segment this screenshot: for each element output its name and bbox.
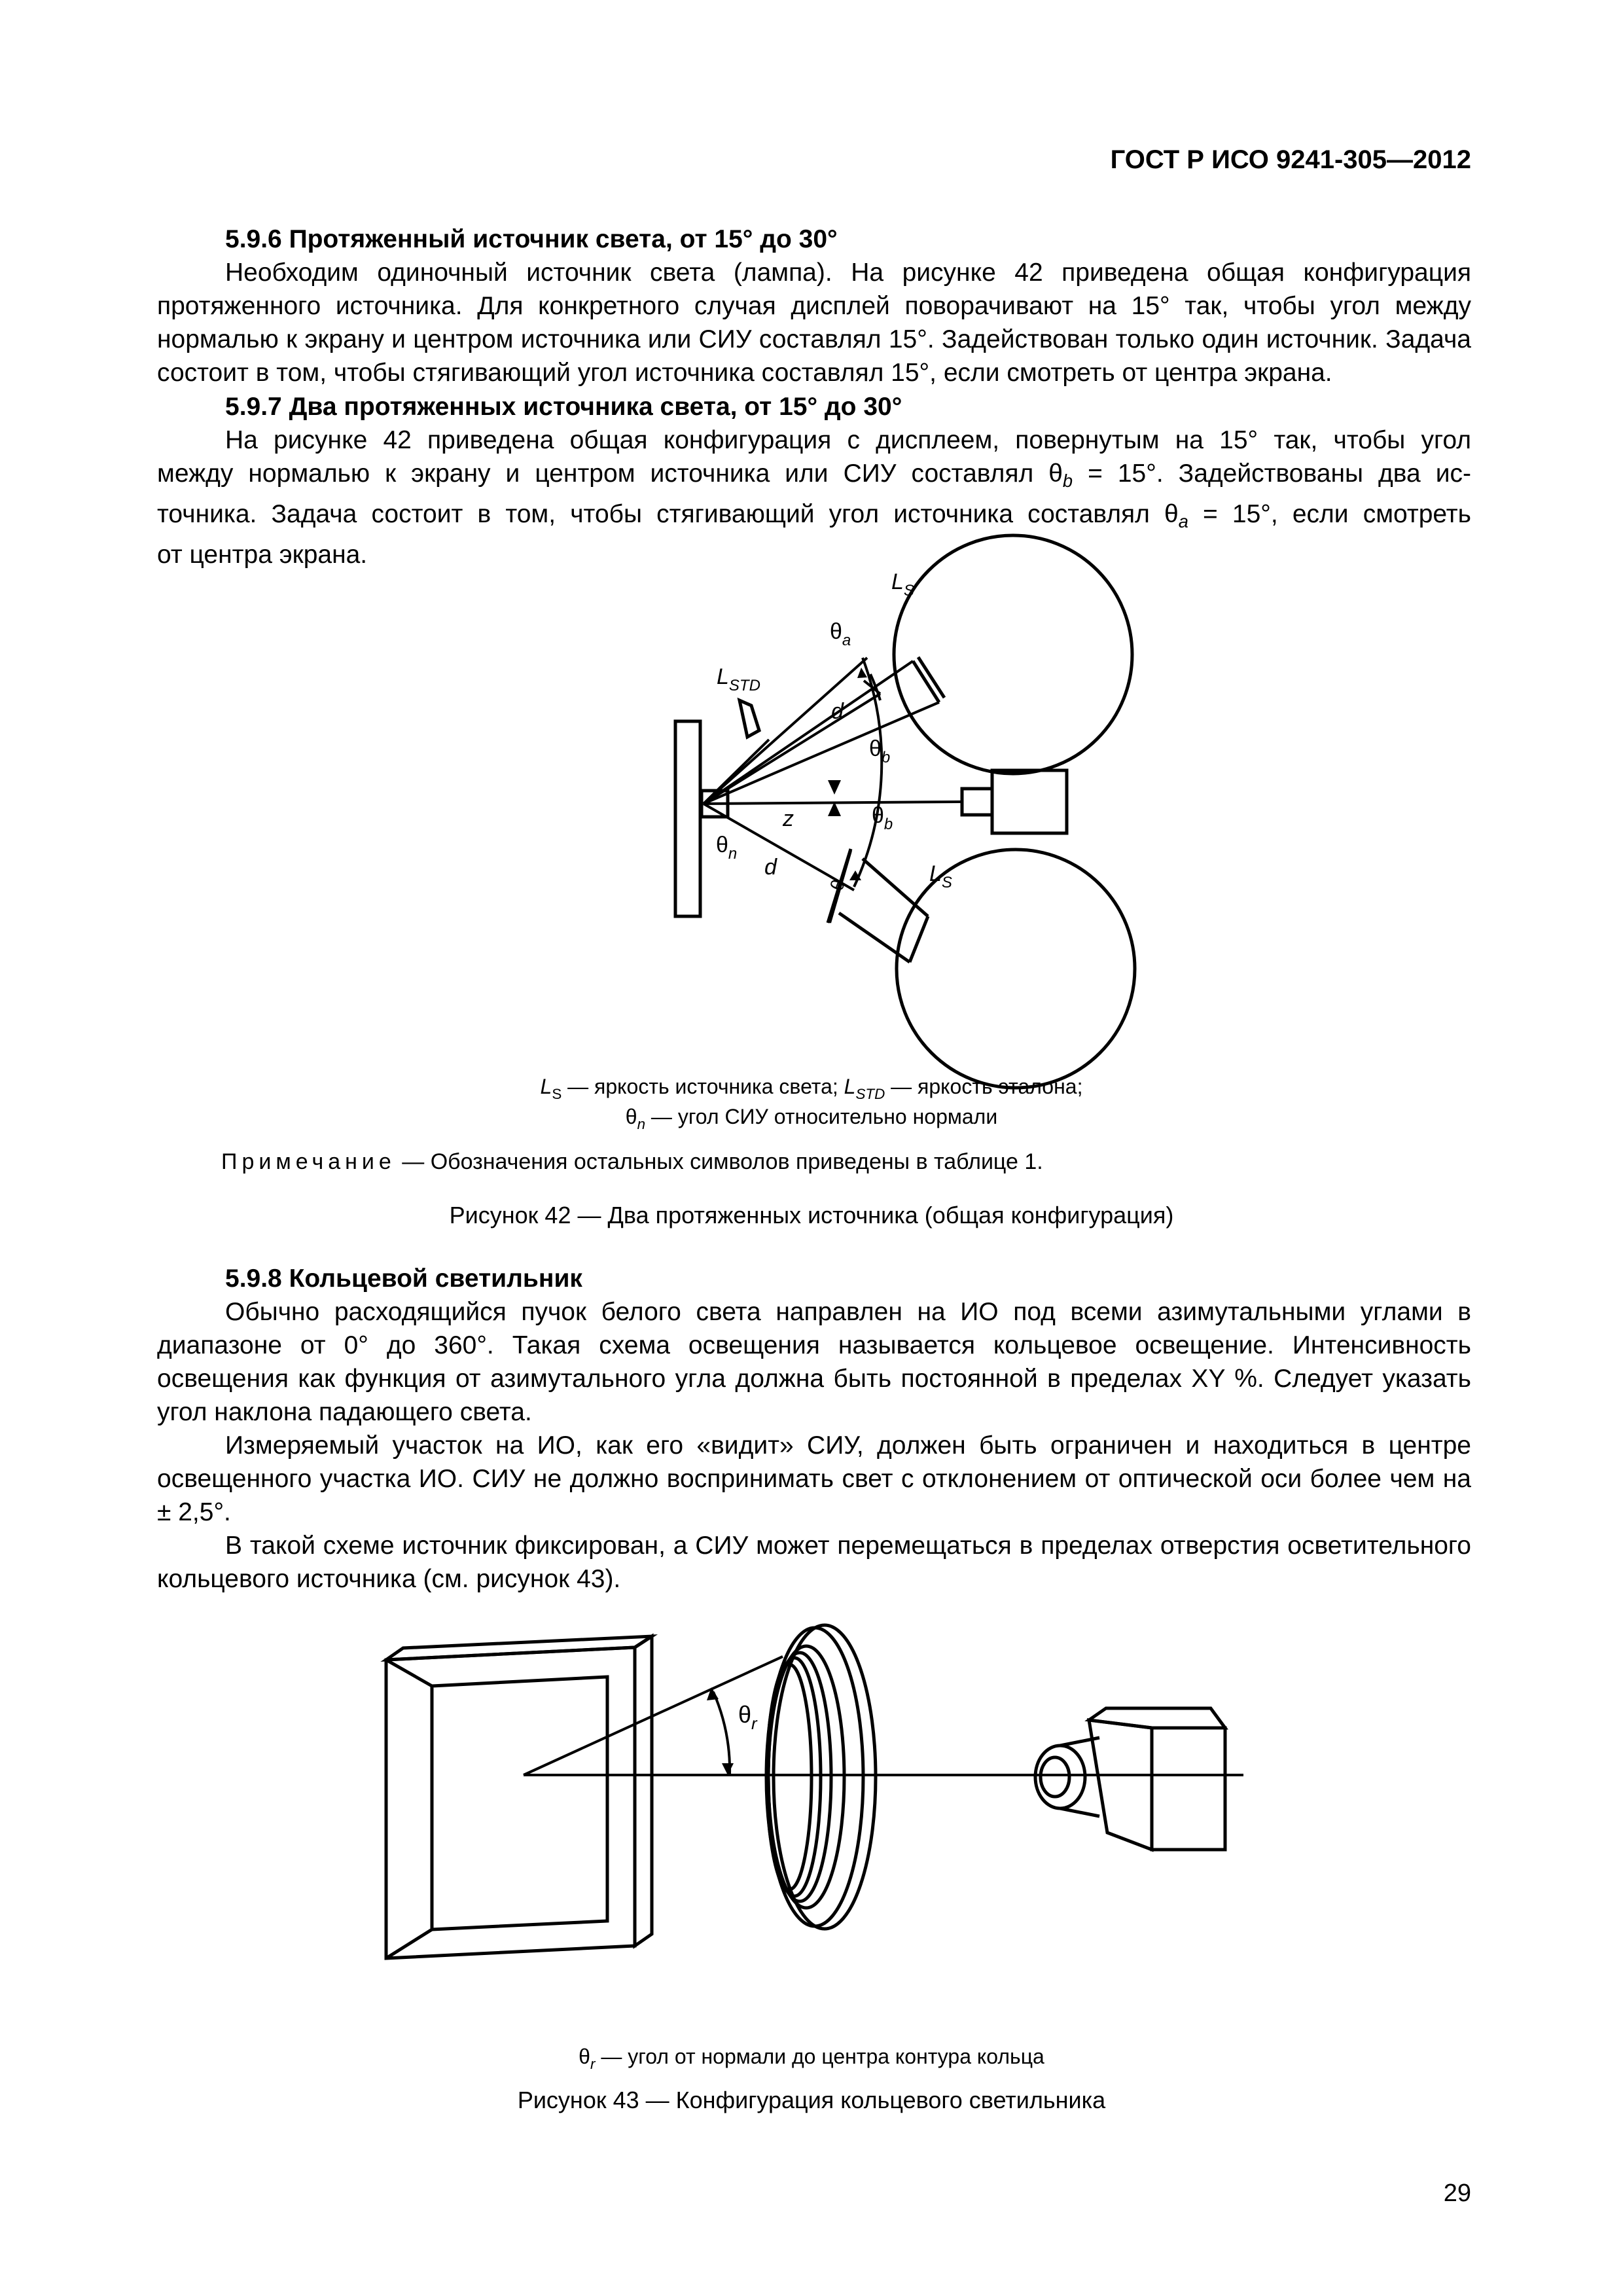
label-theta-b-lower: $\theta_b$ bbox=[872, 803, 893, 833]
figure-43-diagram bbox=[0, 1597, 1623, 2003]
label-z: z bbox=[783, 806, 794, 831]
text-line: от центра экрана. bbox=[157, 541, 368, 569]
label-theta-b-upper: $\theta_b$ bbox=[869, 736, 891, 766]
lstd-detector bbox=[740, 700, 759, 737]
camera-lens bbox=[962, 789, 992, 815]
label-lstd: $L_{STD}$ bbox=[717, 664, 760, 694]
label-theta-n: $\theta_n$ bbox=[716, 833, 738, 863]
label-theta-a: $\theta_a$ bbox=[830, 619, 851, 649]
label-theta-a-lower: θ bbox=[826, 876, 849, 893]
figure-43-caption: Рисунок 43 — Конфигурация кольцевого светильника bbox=[517, 2087, 1106, 2113]
label-ls-upper: $L_S$ bbox=[891, 569, 914, 600]
label-d-lower: d bbox=[764, 855, 777, 880]
camera-box bbox=[1152, 1728, 1225, 1850]
camera-lens bbox=[1035, 1746, 1085, 1808]
label-d-upper: d bbox=[831, 699, 844, 724]
monitor-frame bbox=[386, 1647, 635, 1958]
figure-42-legend-line-2: $\theta_n$ — угол СИУ относительно нормали bbox=[625, 1105, 998, 1132]
text-line: точника. Задача состоит в том, чтобы стягивающий угол источника составлял $\theta_a = 15^\circ$, если смотреть bbox=[157, 500, 1471, 531]
paragraph: Необходим одиночный источник света (лампа). На рисунке 42 приведена общая конфигурация протяженного источника. Для конкретного случая дисплей поворачивают на 15° так, чтобы угол между нормалью к экрану и центром источника или СИУ составлял 15°. Задействован только один источник. Задача состоит в том, чтобы стягивающий угол источника составлял 15°, если смотреть от центра экрана. bbox=[157, 259, 1471, 387]
figure-43-legend: $\theta_r$ — угол от нормали до центра контура кольца bbox=[579, 2045, 1044, 2072]
ring-outer bbox=[774, 1625, 876, 1929]
figure-42-diagram bbox=[0, 0, 1623, 1113]
figure-42-legend-line-1: $L_S$ — яркость источника света; $L_{STD}$ — яркость эталона; bbox=[540, 1075, 1083, 1102]
paragraph: Обычно расходящийся пучок белого света направлен на ИО под всеми азимутальными углами в диапазоне от 0° до 360°. Такая схема освещения называется кольцевое освещение. Интенсивность освещения как функция от азимутального угла должна быть постоянной в пределах XY %. Следует указать угол наклона падающего света. bbox=[157, 1298, 1471, 1426]
upper-lamp bbox=[894, 535, 1132, 774]
section-heading: 5.9.6 Протяженный источник света, от 15° до 30° bbox=[225, 225, 838, 253]
paragraph: Измеряемый участок на ИО, как его «видит» СИУ, должен быть ограничен и находиться в центре освещенного участка ИО. СИУ не должно воспринимать свет с отклонением от оптической оси более чем на ± 2,5°. bbox=[157, 1431, 1471, 1526]
label-ls-lower: $L_S$ bbox=[929, 861, 952, 891]
paragraph: В такой схеме источник фиксирован, а СИУ может перемещаться в пределах отверстия осветительного кольцевого источника (см. рисунок 43). bbox=[157, 1532, 1471, 1593]
display-panel bbox=[675, 721, 700, 916]
section-5-9-8 bbox=[157, 1262, 1471, 1596]
text-line: На рисунке 42 приведена общая конфигурация с дисплеем, повернутым на 15° так, чтобы угол bbox=[225, 426, 1471, 454]
figure-42-note: Примечание — Обозначения остальных символов приведены в таблице 1. bbox=[221, 1149, 1043, 1174]
section-heading: 5.9.8 Кольцевой светильник bbox=[225, 1265, 582, 1293]
figure-42-caption: Рисунок 42 — Два протяженных источника (общая конфигурация) bbox=[449, 1202, 1174, 1229]
label-theta-r: $\theta_r$ bbox=[738, 1701, 757, 1733]
document-header: ГОСТ Р ИСО 9241-305—2012 bbox=[1110, 145, 1471, 174]
camera-body bbox=[992, 770, 1067, 833]
section-heading: 5.9.7 Два протяженных источника света, от 15° до 30° bbox=[225, 393, 902, 421]
page-number: 29 bbox=[1443, 2179, 1471, 2207]
text-line: между нормалью к экрану и центром источника или СИУ составлял $\theta_b = 15^\circ$. Задействованы два ис- bbox=[157, 459, 1471, 491]
monitor-screen bbox=[432, 1677, 607, 1929]
